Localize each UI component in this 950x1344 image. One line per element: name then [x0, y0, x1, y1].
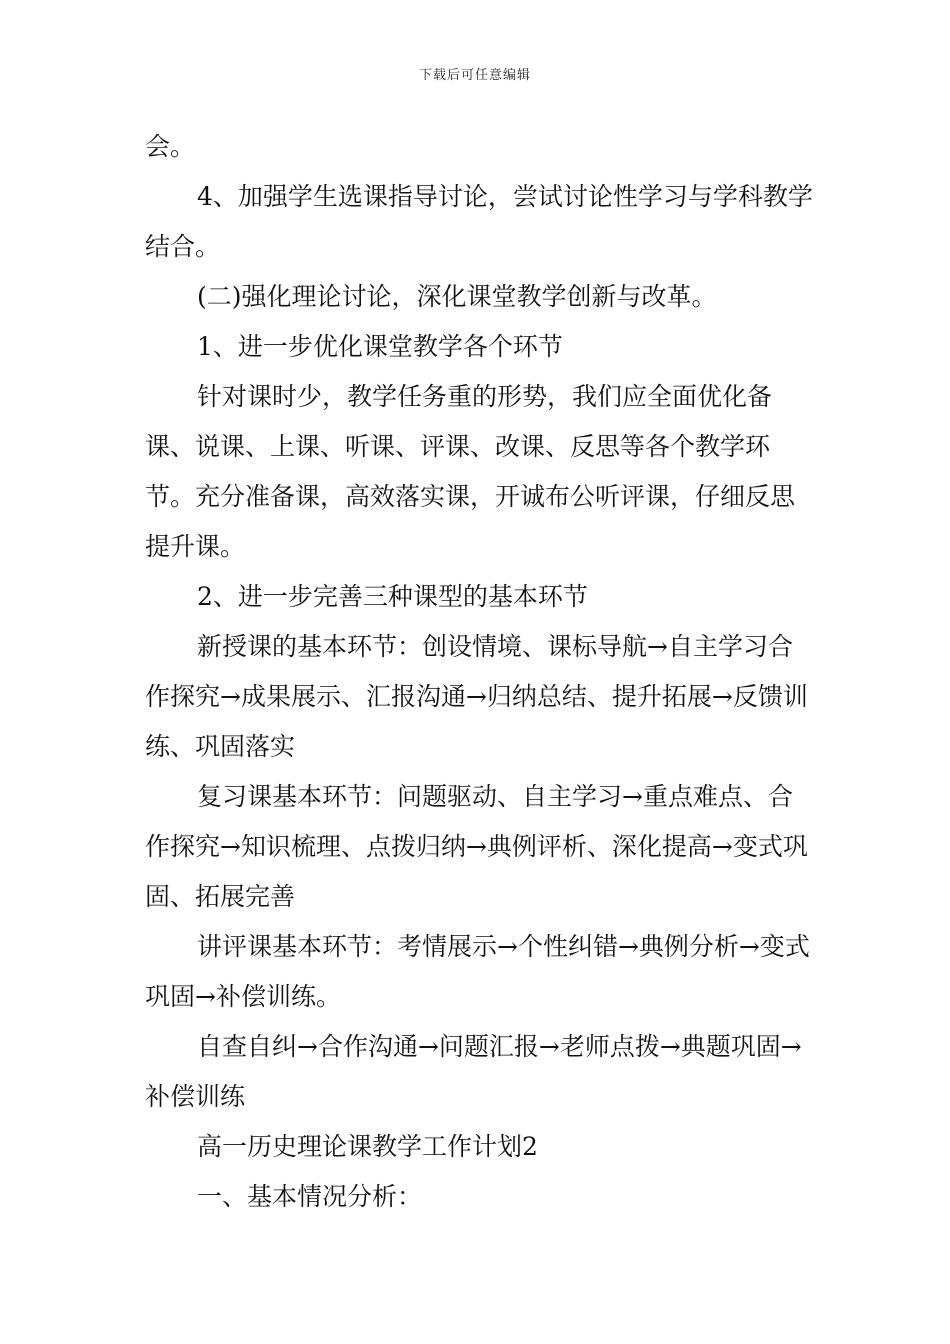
paragraph: 会。 [145, 132, 196, 161]
paragraph: 4、加强学生选课指导讨论，尝试讨论性学习与学科教学结合。 [145, 182, 813, 261]
paragraph: 讲评课基本环节：考情展示→个性纠错→典例分析→变式巩固→补偿训练。 [145, 932, 810, 1011]
paragraph: 新授课的基本环节：创设情境、课标导航→自主学习合作探究→成果展示、汇报沟通→归纳总结、提升拓展→反馈训练、巩固落实 [145, 632, 808, 761]
subsection-heading: 1、进一步优化课堂教学各个环节 [197, 332, 563, 361]
section-heading: (二)强化理论讨论，深化课堂教学创新与改革。 [197, 282, 717, 311]
section-heading: 一、基本情况分析： [197, 1182, 423, 1211]
paragraph: 针对课时少，教学任务重的形势，我们应全面优化备课、说课、上课、听课、评课、改课、反思等各个教学环节。充分准备课，高效落实课，开诚布公听评课，仔细反思提升课。 [145, 382, 796, 561]
paragraph: 复习课基本环节：问题驱动、自主学习→重点难点、合作探究→知识梳理、点拨归纳→典例评析、深化提高→变式巩固、拓展完善 [145, 782, 808, 911]
subsection-heading: 2、进一步完善三种课型的基本环节 [197, 582, 588, 611]
document-title: 高一历史理论课教学工作计划2 [197, 1132, 538, 1161]
document-body [145, 122, 815, 1222]
page-header: 下载后可任意编辑 [418, 68, 531, 83]
paragraph: 自查自纠→合作沟通→问题汇报→老师点拨→典题巩固→补偿训练 [145, 1032, 802, 1111]
